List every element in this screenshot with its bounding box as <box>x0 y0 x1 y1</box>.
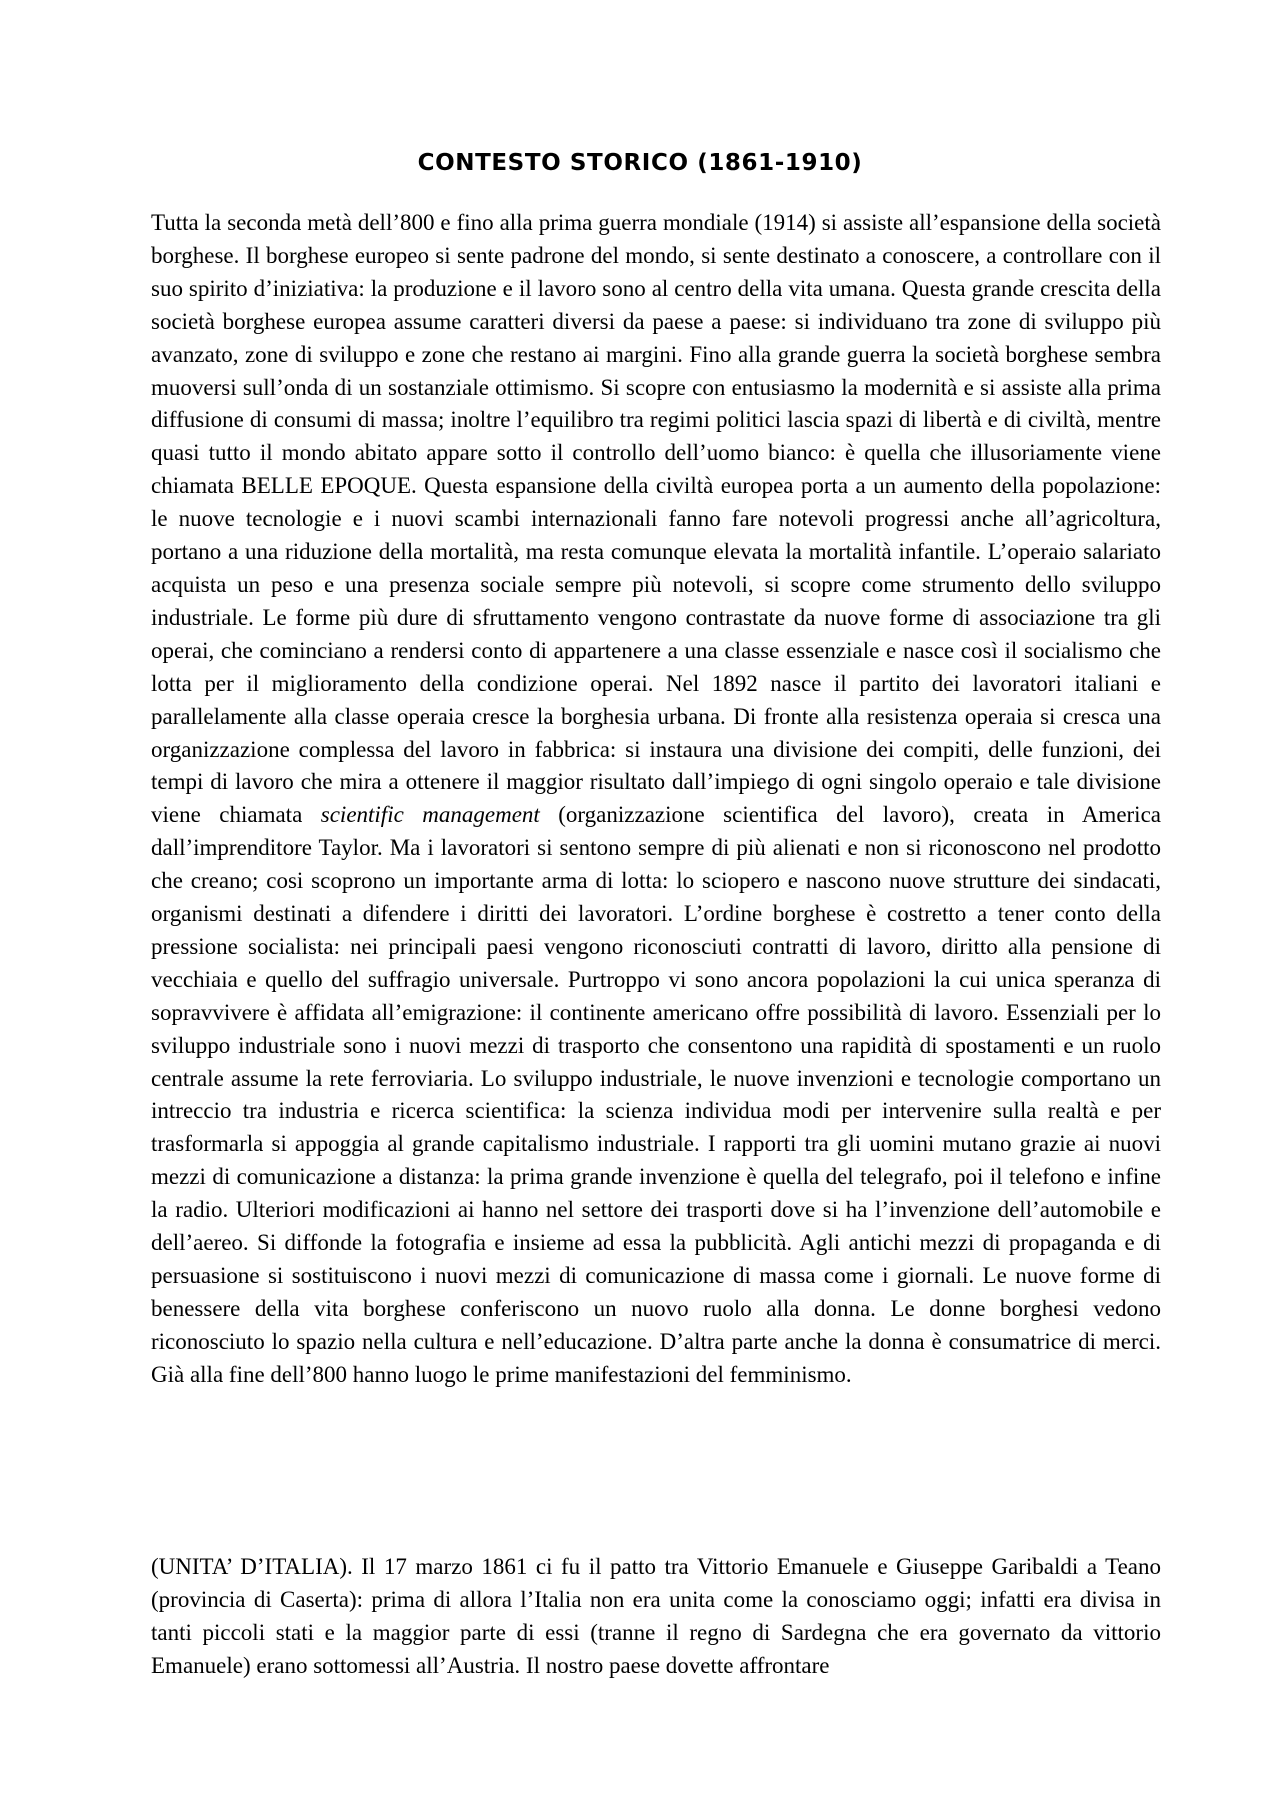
italic-term: scientific management <box>320 802 540 828</box>
paragraph-unita-italia: (UNITA’ D’ITALIA). Il 17 marzo 1861 ci fu il patto tra Vittorio Emanuele e Giuseppe Garibaldi a Teano (provincia di Caserta): prima di allora l’Italia non era unita come la conosciamo oggi; infatti era divisa in tanti piccoli stati e la maggior parte di essi (tranne il regno di Sardegna che era governato da vittorio Emanuele) erano sottomessi all’Austria. Il nostro paese dovette affrontare <box>151 1554 1161 1678</box>
page-title: CONTESTO STORICO (1861-1910) <box>417 150 863 176</box>
paragraph-text: (organizzazione scientifica del lavoro), creata in America dall’imprenditore Taylor. Ma i lavoratori si sentono sempre di più alienati e non si riconoscono nel prodotto che creano; cosi scoprono un importante arma di lotta: lo sciopero e nascono nuove strutture dei sindacati, organismi destinati a difendere i diritti dei lavoratori. L’ordine borghese è costretto a tener conto della pressione socialista: nei principali paesi vengono riconosciuti contratti di lavoro, diritto alla pensione di vecchiaia e quello del suffragio universale. Purtroppo vi sono ancora popolazioni la cui unica speranza di sopravvivere è affidata all’emigrazione: il continente americano offre possibilità di lavoro. Essenziali per lo sviluppo industriale sono i nuovi mezzi di trasporto che consentono una rapidità di spostamenti e un ruolo centrale assume la rete ferroviaria. Lo sviluppo industriale, le nuove invenzioni e tecnologie comportano un intreccio tra industria e ricerca scientifica: la scienza individua modi per intervenire sulla realtà e per trasformarla si appoggia al grande capitalismo industriale. I rapporti tra gli uomini mutano grazie ai nuovi mezzi di comunicazione a distanza: la prima grande invenzione è quella del telegrafo, poi il telefono e infine la radio. Ulteriori modificazioni ai hanno nel settore dei trasporti dove si ha l’invenzione dell’automobile e dell’aereo. Si diffonde la fotografia e insieme ad essa la pubblicità. Agli antichi mezzi di propaganda e di persuasione si sostituiscono i nuovi mezzi di comunicazione di massa come i giornali. Le nuove forme di benessere della vita borghese conferiscono un nuovo ruolo alla donna. Le donne borghesi vedono riconosciuto lo spazio nella cultura e nell’educazione. D’altra parte anche la donna è consumatrice di merci. Già alla fine dell’800 hanno luogo le prime manifestazioni del femminismo. <box>151 802 1161 1387</box>
paragraph-text: Tutta la seconda metà dell’800 e fino alla prima guerra mondiale (1914) si assiste all’espansione della società borghese. Il borghese europeo si sente padrone del mondo, si sente destinato a conoscere, a controllare con il suo spirito d’iniziativa: la produzione e il lavoro sono al centro della vita umana. Questa grande crescita della società borghese europea assume caratteri diversi da paese a paese: si individuano tra zone di sviluppo più avanzato, zone di sviluppo e zone che restano ai margini. Fino alla grande guerra la società borghese sembra muoversi sull’onda di un sostanziale ottimismo. Si scopre con entusiasmo la modernità e si assiste alla prima diffusione di consumi di massa; inoltre l’equilibro tra regimi politici lascia spazi di libertà e di civiltà, mentre quasi tutto il mondo abitato appare sotto il controllo dell’uomo bianco: è quella che illusoriamente viene chiamata BELLE EPOQUE. Questa espansione della civiltà europea porta a un aumento della popolazione: le nuove tecnologie e i nuovi scambi internazionali fanno fare notevoli progressi anche all’agricoltura, portano a una riduzione della mortalità, ma resta comunque elevata la mortalità infantile. L’operaio salariato acquista un peso e una presenza sociale sempre più notevoli, si scopre come strumento dello sviluppo industriale. Le forme più dure di sfruttamento vengono contrastate da nuove forme di associazione tra gli operai, che cominciano a rendersi conto di appartenere a una classe essenziale e nasce così il socialismo che lotta per il miglioramento della condizione operai. Nel 1892 nasce il partito dei lavoratori italiani e parallelamente alla classe operaia cresce la borghesia urbana. Di fronte alla resistenza operaia si cresca una organizzazione complessa del lavoro in fabbrica: si instaura una divisione dei compiti, delle funzioni, dei tempi di lavoro che mira a ottenere il maggior risultato dall’impiego di ogni singolo operaio e tale divisione viene chiamata <box>151 210 1161 828</box>
paragraph-contesto-storico <box>151 207 1161 1392</box>
